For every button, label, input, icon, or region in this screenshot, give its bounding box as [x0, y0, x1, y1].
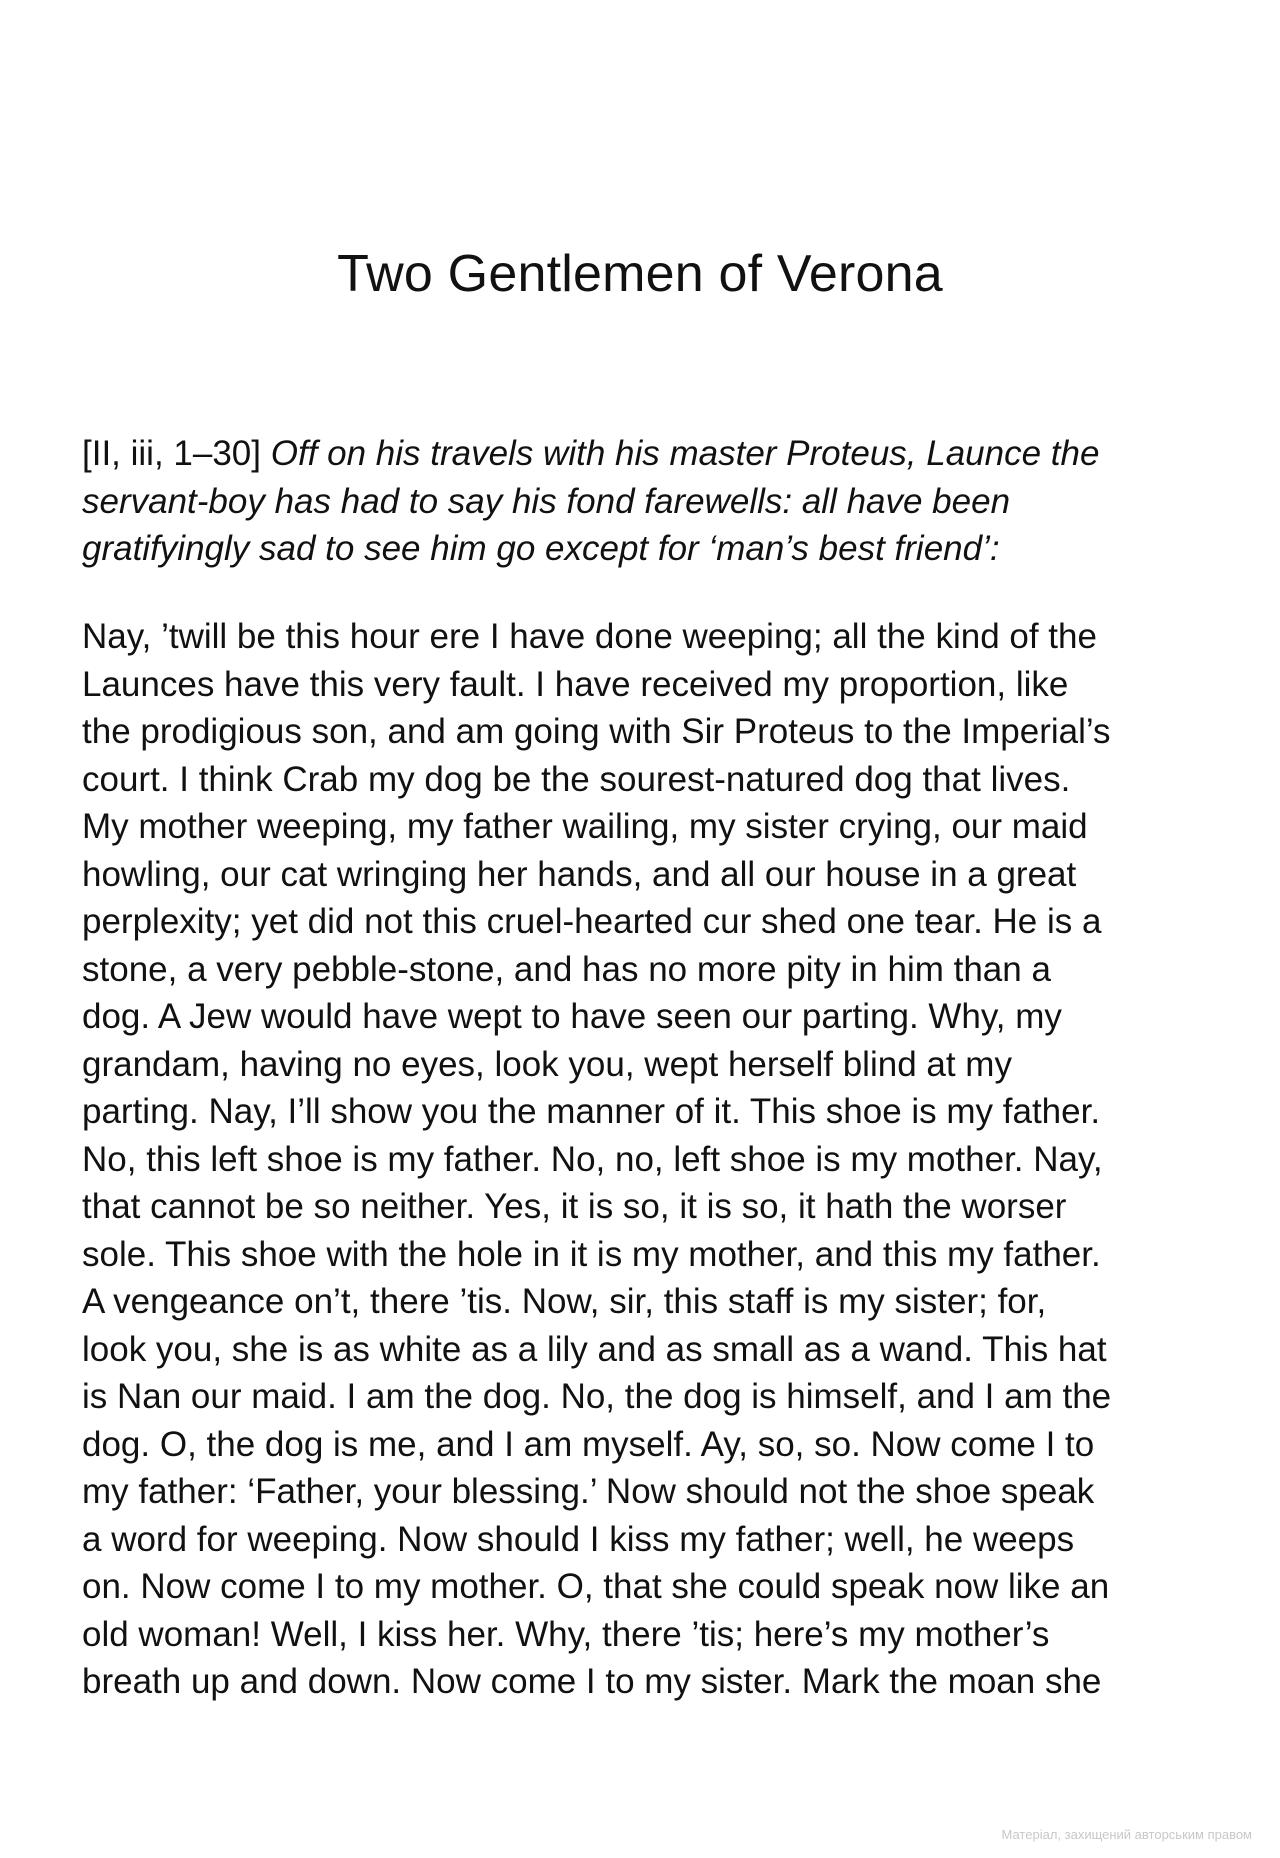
intro-line — [82, 430, 1222, 478]
speech-line: a word for weeping. Now should I kiss my father; well, he weeps — [82, 1519, 1075, 1559]
speech-line: Launces have this very fault. I have received my proportion, like — [82, 664, 1069, 704]
speech-line: that cannot be so neither. Yes, it is so, it is so, it hath the worser — [82, 1187, 1067, 1226]
intro-line: servant-boy has had to say his fond farewells: all have been — [82, 481, 1011, 521]
speech-line: A vengeance on’t, there ’tis. Now, sir, this staff is my sister; for, — [82, 1282, 1047, 1321]
page-title: Two Gentlemen of Verona — [337, 245, 943, 303]
speech-line: dog. A Jew would have wept to have seen our parting. Why, my — [82, 997, 1062, 1036]
speech-line: grandam, having no eyes, look you, wept herself blind at my — [82, 1044, 1012, 1084]
speech-line: on. Now come I to my mother. O, that she could speak now like an — [82, 1567, 1110, 1606]
speech-line: breath up and down. Now come I to my sister. Mark the moan she — [82, 1662, 1102, 1701]
speech-line: look you, she is as white as a lily and as small as a wand. This hat — [82, 1329, 1107, 1369]
scene-reference: [II, iii, 1–30] — [82, 434, 271, 473]
speech-line: stone, a very pebble-stone, and has no more pity in him than a — [82, 949, 1051, 989]
speech-line: is Nan our maid. I am the dog. No, the dog is himself, and I am the — [82, 1377, 1112, 1416]
speech-line: dog. O, the dog is me, and I am myself. Ay, so, so. Now come I to — [82, 1424, 1095, 1464]
speech-line: old woman! Well, I kiss her. Why, there ’tis; here’s my mother’s — [82, 1614, 1050, 1654]
speech-line: No, this left shoe is my father. No, no, left shoe is my mother. Nay, — [82, 1139, 1103, 1179]
speech-line: howling, our cat wringing her hands, and all our house in a great — [82, 854, 1077, 894]
speech-paragraph — [82, 613, 1222, 1706]
speech-line: My mother weeping, my father wailing, my sister crying, our maid — [82, 807, 1088, 846]
speech-line: perplexity; yet did not this cruel-hearted cur shed one tear. He is a — [82, 902, 1102, 941]
intro-text: Off on his travels with his master Proteus, Launce the — [270, 434, 1100, 473]
intro-paragraph — [82, 430, 1222, 573]
speech-line: Nay, ’twill be this hour ere I have done weeping; all the kind of the — [82, 617, 1097, 656]
speech-line: parting. Nay, I’ll show you the manner of it. This shoe is my father. — [82, 1092, 1101, 1131]
speech-line: the prodigious son, and am going with Sir Proteus to the Imperial’s — [82, 712, 1111, 751]
speech-line: court. I think Crab my dog be the sourest-natured dog that lives. — [82, 759, 1071, 799]
speech-line: my father: ‘Father, your blessing.’ Now should not the shoe speak — [82, 1472, 1095, 1511]
copyright-watermark: Матеріал, захищений авторським правом — [1001, 1827, 1252, 1842]
intro-line: gratifyingly sad to see him go except for ‘man’s best friend’: — [82, 529, 1000, 568]
speech-line: sole. This shoe with the hole in it is my mother, and this my father. — [82, 1234, 1101, 1274]
